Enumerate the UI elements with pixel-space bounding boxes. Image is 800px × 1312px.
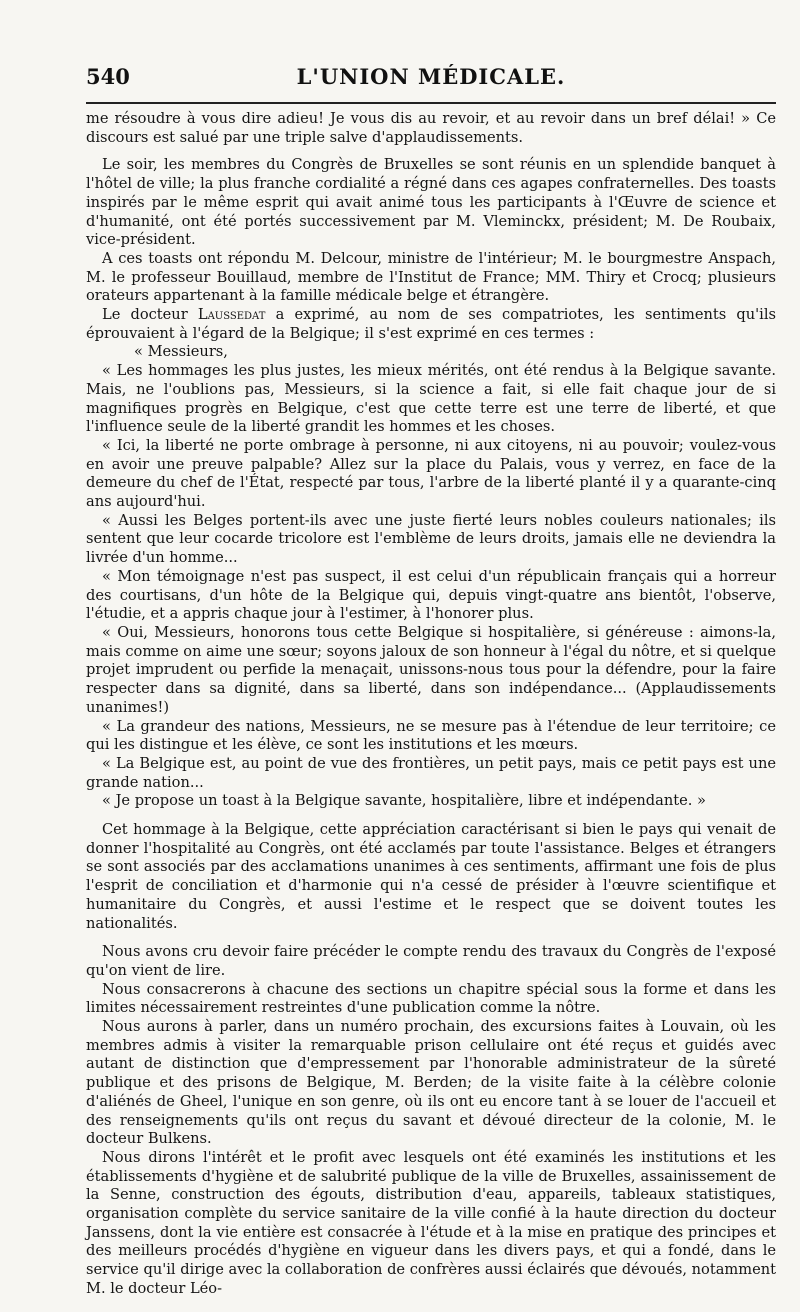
paragraph: « Oui, Messieurs, honorons tous cette Belgique si hospitalière, si généreuse : aimons-la, mais comme on aime une sœur; soyons jaloux de son honneur à l'égal du nôtre, et si quelque projet imprudent ou perfide la menaçait, unissons-nous tous pour la défendre, pour la faire respecter dans sa dignité, dans sa liberté, dans son indépendance... (Applaudissements unanimes!) [86, 623, 776, 716]
paragraph: « Ici, la liberté ne porte ombrage à personne, ni aux citoyens, ni au pouvoir; voulez-vous en avoir une preuve palpable? Allez sur la place du Palais, vous y verrez, en face de la demeure du chef de l'État, respecté par tous, l'arbre de la liberté planté il y a quarante-cinq ans aujourd'hui. [86, 436, 776, 511]
paragraph: « Messieurs, [134, 343, 228, 361]
paragraph: Nous dirons l'intérêt et le profit avec lesquels ont été examinés les institutions et les établissements d'hygiène et de salubrité publique de la ville de Bruxelles, assainissement de la Senne, construction des égouts, distribution d'eau, appareils, tableaux statistiques, organisation complète du service sanitaire de la ville confié à la haute direction du docteur Janssens, dont la vie entière est consacrée à l'étude et à la mise en pratique des principes et des meilleurs procédés d'hygiène en vigueur dans les divers pays, et qui a fondé, dans le service qu'il dirige avec la collaboration de confrères aussi éclairés que dévoués, notamment M. le docteur Léo- [86, 1148, 776, 1297]
paragraph: A ces toasts ont répondu M. Delcour, ministre de l'intérieur; M. le bourgmestre Anspach, M. le professeur Bouillaud, membre de l'Institut de France; MM. Thiry et Crocq; plusieurs orateurs appartenant à la famille médicale belge et étrangère. [86, 249, 776, 305]
paragraph: Nous avons cru devoir faire précéder le compte rendu des travaux du Congrès de l'exposé qu'on vient de lire. [86, 943, 776, 979]
paragraph: « Les hommages les plus justes, les mieux mérités, ont été rendus à la Belgique savante. Mais, ne l'oublions pas, Messieurs, si la science a fait, si elle fait chaque jour de si magnifiques progrès en Belgique, c'est que cette terre est une terre de liberté, et que l'influence seule de la liberté grandit les hommes et les choses. [86, 362, 776, 436]
page-number: 540 [86, 64, 130, 89]
running-title: L'UNION MÉDICALE. [296, 64, 566, 89]
paragraph: « Aussi les Belges portent-ils avec une juste fierté leurs nobles couleurs nationales; ils sentent que leur cocarde tricolore est l'emblème de leurs droits, jamais elle ne deviendra la livrée d'un homme... [86, 511, 776, 567]
paragraph: « Je propose un toast à la Belgique savante, hospitalière, libre et indépendante. » [102, 792, 706, 810]
speaker-name: Laussedat [197, 306, 266, 324]
header-rule [86, 102, 776, 104]
paragraph: me résoudre à vous dire adieu! Je vous dis au revoir, et au revoir dans un bref délai! » Ce discours est salué par une triple salve d'applaudissements. [86, 110, 776, 146]
paragraph: Cet hommage à la Belgique, cette appréciation caractérisant si bien le pays qui venait de donner l'hospitalité au Congrès, ont été acclamés par toute l'assistance. Belges et étrangers se sont associés par des acclamations unanimes à ces sentiments, affirmant une fois de plus l'esprit de conciliation et d'harmonie qui n'a cessé de présider à l'œuvre scientifique et humanitaire du Congrès, et aussi l'estime et le respect que se doivent toutes les nationalités. [86, 821, 776, 932]
paragraph-text: a exprimé, au nom de ses compatriotes, les sentiments qu'ils éprouvaient à l'égard de la Belgique; il s'est exprimé en ces termes : [86, 306, 776, 342]
paragraph: « Mon témoignage n'est pas suspect, il est celui d'un républicain français qui a horreur des courtisans, d'un hôte de la Belgique qui, depuis vingt-quatre ans bientôt, l'observe, l'étudie, et a appris chaque jour à l'estimer, à l'honorer plus. [86, 567, 776, 623]
paragraph: Nous consacrerons à chacune des sections un chapitre spécial sous la forme et dans les limites nécessairement restreintes d'une publication comme la nôtre. [86, 980, 776, 1017]
paragraph [86, 306, 776, 343]
paragraph: « La grandeur des nations, Messieurs, ne se mesure pas à l'étendue de leur territoire; ce qui les distingue et les élève, ce sont les institutions et les mœurs. [86, 717, 776, 754]
paragraph: « La Belgique est, au point de vue des frontières, un petit pays, mais ce petit pays est une grande nation... [86, 754, 776, 791]
article-body [86, 110, 776, 1299]
paragraph: Nous aurons à parler, dans un numéro prochain, des excursions faites à Louvain, où les membres admis à visiter la remarquable prison cellulaire ont été reçus et guidés avec autant de distinction que d'empressement par l'honorable administrateur de la sûreté publique et des prisons de Belgique, M. Berden; de la visite faite à la célèbre colonie d'aliénés de Gheel, l'unique en son genre, où ils ont eu encore tant à se louer de l'accueil et des renseignements qu'ils ont reçus du savant et dévoué directeur de la colonie, M. le docteur Bulkens. [86, 1018, 776, 1148]
speaker-prefix: Le docteur [102, 306, 188, 324]
paragraph: Le soir, les membres du Congrès de Bruxelles se sont réunis en un splendide banquet à l'hôtel de ville; la plus franche cordialité a régné dans ces agapes confraternelles. Des toasts inspirés par le même esprit qui avait animé tous les participants à l'Œuvre de science et d'humanité, ont été portés successivement par M. Vleminckx, président; M. De Roubaix, vice-président. [86, 156, 776, 249]
page-header [86, 64, 776, 98]
